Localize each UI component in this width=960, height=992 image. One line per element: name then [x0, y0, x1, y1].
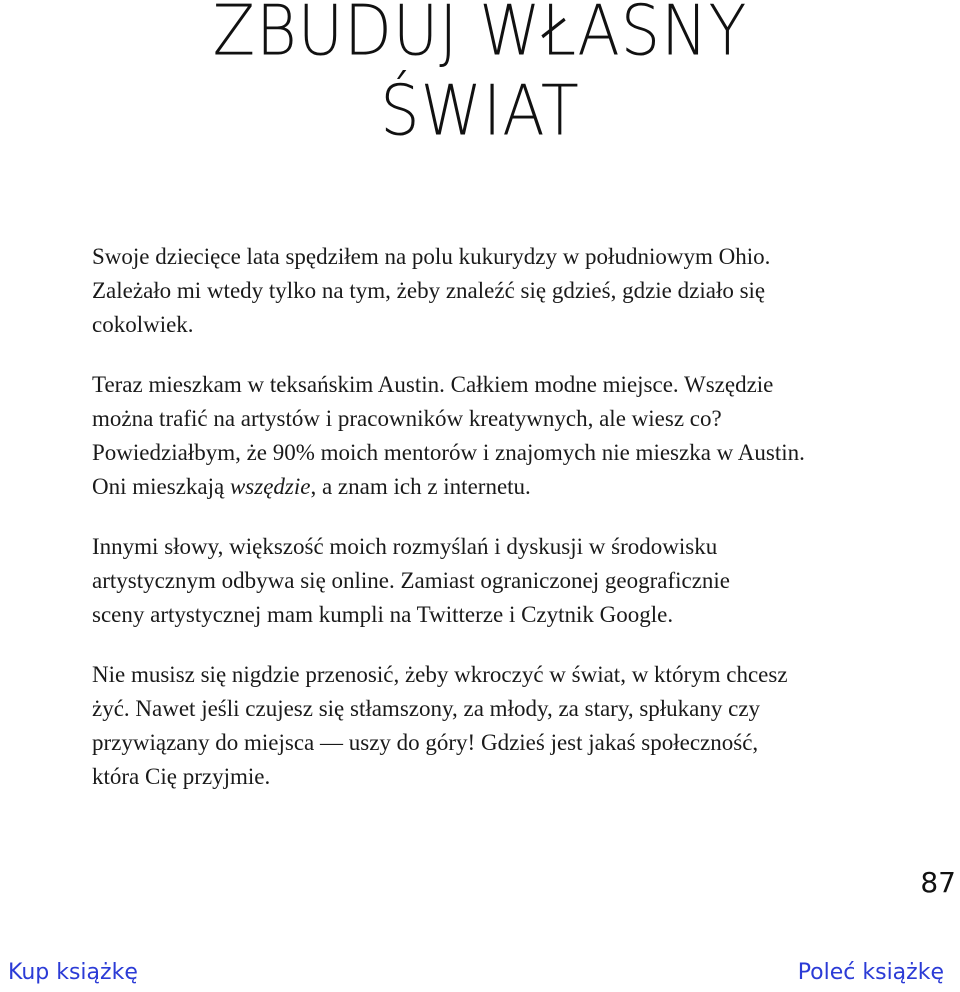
recommend-book-link[interactable]: Poleć książkę	[797, 960, 944, 985]
text-line: artystycznym odbywa się online. Zamiast ograniczonej geograficznie	[92, 568, 731, 593]
chapter-title-line-2: ŚWIAT	[380, 69, 580, 152]
text-line: można trafić na artystów i pracowników kreatywnych, ale wiesz co?	[92, 406, 722, 431]
text-line: Nie musisz się nigdzie przenosić, żeby wkroczyć w świat, w którym chcesz	[92, 662, 788, 687]
text-fragment: Oni mieszkają	[92, 474, 230, 499]
text-line: która Cię przyjmie.	[92, 764, 271, 789]
chapter-body	[92, 240, 892, 820]
text-line: Swoje dziecięce lata spędziłem na polu kukurydzy w południowym Ohio.	[92, 244, 771, 269]
text-line: Powiedziałbym, że 90% moich mentorów i znajomych nie mieszka w Austin.	[92, 440, 805, 465]
text-line: Teraz mieszkam w teksańskim Austin. Całkiem modne miejsce. Wszędzie	[92, 372, 774, 397]
text-line: Zależało mi wtedy tylko na tym, żeby znaleźć się gdzieś, gdzie działo się	[92, 278, 766, 303]
paragraph-2	[92, 368, 892, 504]
text-fragment: , a znam ich z internetu.	[310, 474, 531, 499]
text-line: cokolwiek.	[92, 312, 194, 337]
text-line: sceny artystycznej mam kumpli na Twitterze i Czytnik Google.	[92, 602, 674, 627]
emphasized-word: wszędzie	[229, 474, 311, 499]
text-line: Innymi słowy, większość moich rozmyślań i dyskusji w środowisku	[92, 534, 718, 559]
text-line: przywiązany do miejsca — uszy do góry! Gdzieś jest jakaś społeczność,	[92, 730, 759, 755]
chapter-title-line-1: ZBUDUJ WŁASNY	[212, 0, 748, 72]
text-line-with-emphasis	[92, 470, 892, 504]
paragraph-4	[92, 658, 892, 794]
paragraph-3	[92, 530, 892, 632]
buy-book-link[interactable]: Kup książkę	[8, 960, 138, 985]
page-number: 87	[920, 866, 956, 899]
text-line: żyć. Nawet jeśli czujesz się stłamszony, za młody, za stary, spłukany czy	[92, 696, 761, 721]
paragraph-1	[92, 240, 892, 342]
